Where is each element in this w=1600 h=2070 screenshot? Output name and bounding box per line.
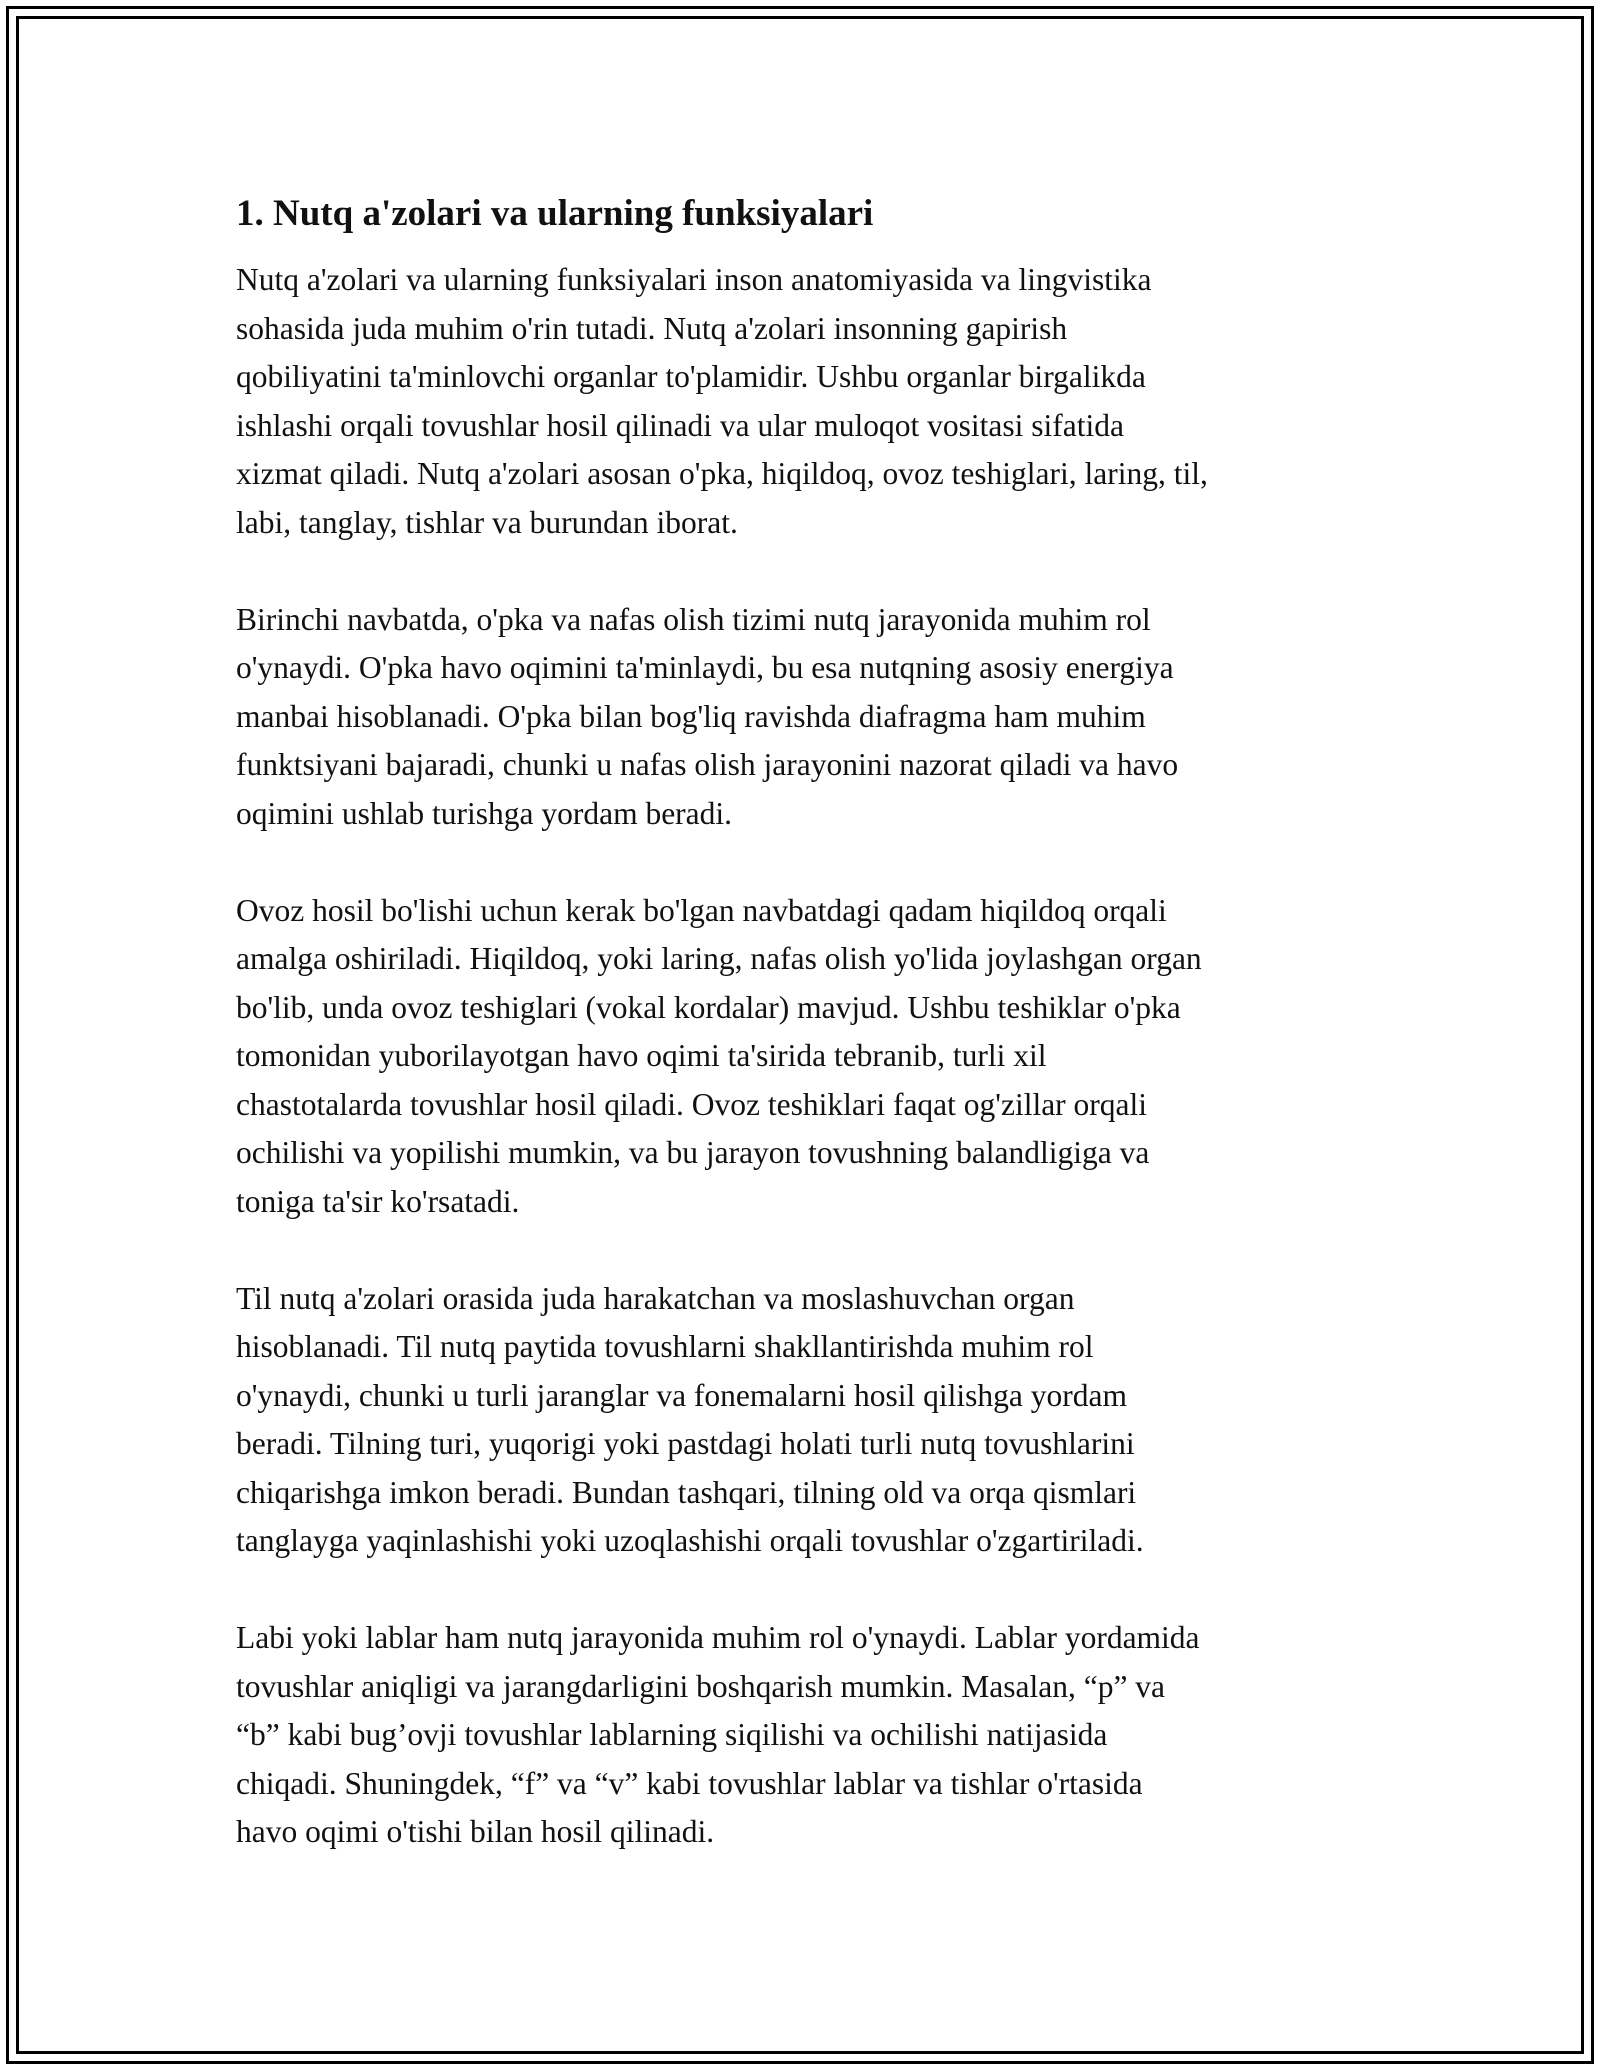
text-line: amalga oshiriladi. Hiqildoq, yoki laring, nafas olish yo'lida joylashgan organ [236,941,1202,976]
text-line: Labi yoki lablar ham nutq jarayonida muhim rol o'ynaydi. Lablar yordamida [236,1620,1200,1655]
text-line: Birinchi navbatda, o'pka va nafas olish tizimi nutq jarayonida muhim rol [236,601,1151,637]
text-line: havo oqimi o'tishi bilan hosil qilinadi. [236,1814,715,1849]
paragraph-lips [236,1614,1386,1857]
paragraph-larynx [236,887,1386,1227]
text-line: beradi. Tilning turi, yuqorigi yoki pastdagi holati turli nutq tovushlarini [236,1426,1135,1461]
text-line: chiqarishga imkon beradi. Bundan tashqari, tilning old va orqa qismlari [236,1474,1137,1510]
text-line: labi, tanglay, tishlar va burundan iborat. [236,504,738,540]
paragraph-tongue [236,1275,1386,1566]
text-line: oqimini ushlab turishga yordam beradi. [236,795,733,831]
document-body [236,188,1386,1905]
text-line: tomonidan yuborilayotgan havo oqimi ta'sirida tebranib, turli xil [236,1038,1047,1073]
text-line: Til nutq a'zolari orasida juda harakatchan va moslashuvchan organ [236,1280,1075,1316]
text-line: tovushlar aniqligi va jarangdarligini boshqarish mumkin. Masalan, “p” va [236,1668,1166,1704]
text-line: bo'lib, unda ovoz teshiglari (vokal kordalar) mavjud. Ushbu teshiklar o'pka [236,989,1181,1025]
text-line: Ovoz hosil bo'lishi uchun kerak bo'lgan navbatdagi qadam hiqildoq orqali [236,892,1167,928]
section-heading: 1. Nutq a'zolari va ularning funksiyalari [236,193,874,234]
text-line: chiqadi. Shuningdek, “f” va “v” kabi tovushlar lablar va tishlar o'rtasida [236,1765,1143,1801]
text-line: manbai hisoblanadi. O'pka bilan bog'liq ravishda diafragma ham muhim [236,698,1146,734]
text-line: Nutq a'zolari va ularning funksiyalari inson anatomiyasida va lingvistika [236,262,1152,297]
text-line: ochilishi va yopilishi mumkin, va bu jarayon tovushning balandligiga va [236,1135,1150,1170]
text-line: ishlashi orqali tovushlar hosil qilinadi va ular muloqot vositasi sifatida [236,407,1125,443]
text-line: xizmat qiladi. Nutq a'zolari asosan o'pka, hiqildoq, ovoz teshiglari, laring, til, [236,456,1208,491]
paragraph-lungs [236,596,1386,839]
text-line: tanglayga yaqinlashishi yoki uzoqlashishi orqali tovushlar o'zgartiriladi. [236,1523,1144,1558]
text-line: o'ynaydi. O'pka havo oqimini ta'minlaydi, bu esa nutqning asosiy energiya [236,650,1174,685]
text-line: qobiliyatini ta'minlovchi organlar to'plamidir. Ushbu organlar birgalikda [236,359,1146,394]
text-line: funktsiyani bajaradi, chunki u nafas olish jarayonini nazorat qiladi va havo [236,747,1179,782]
text-line: “b” kabi bug’ovji tovushlar lablarning siqilishi va ochilishi natijasida [236,1717,1108,1752]
text-line: hisoblanadi. Til nutq paytida tovushlarni shakllantirishda muhim rol [236,1329,1094,1364]
text-line: o'ynaydi, chunki u turli jaranglar va fonemalarni hosil qilishga yordam [236,1377,1127,1413]
text-line: sohasida juda muhim o'rin tutadi. Nutq a'zolari insonning gapirish [236,310,1068,346]
text-line: chastotalarda tovushlar hosil qiladi. Ovoz teshiklari faqat og'zillar orqali [236,1086,1148,1122]
paragraph-speech-organs-intro [236,256,1386,547]
text-line: toniga ta'sir ko'rsatadi. [236,1183,520,1219]
